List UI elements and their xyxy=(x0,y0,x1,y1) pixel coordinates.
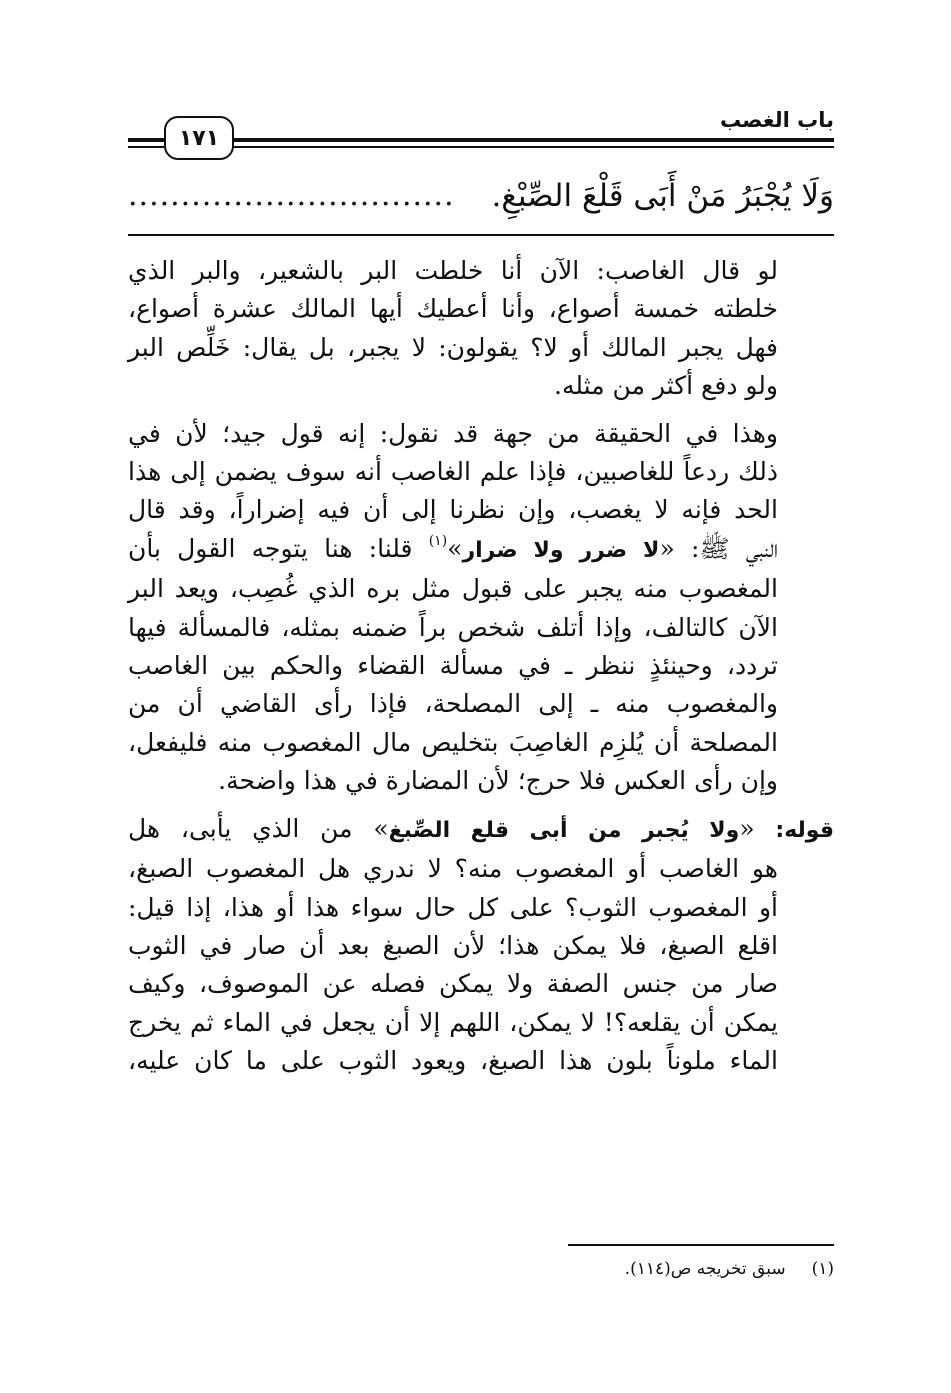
footnote-text: سبق تخريجه ص(١١٤). xyxy=(624,1259,786,1279)
text-line: يمكن أن يقلعه؟! لا يمكن، اللهم إلا أن يجعل في الماء ثم يخرج xyxy=(128,1007,778,1037)
text-line: لو قال الغاصب: الآن أنا خلطت البر بالشعير، والبر الذي xyxy=(128,256,778,285)
footnote-divider xyxy=(568,1244,834,1246)
text-line: الآن كالتالف، وإذا أتلف شخص براً ضمنه بمثله، فالمسألة فيها xyxy=(128,612,778,642)
text-line: فهل يجبر المالك أو لا؟ يقولون: لا يجبر، بل يقال: خَلِّص البر xyxy=(128,332,778,362)
quote-open: « xyxy=(739,813,776,843)
paragraph-3 xyxy=(128,810,834,1081)
text-line-hadith xyxy=(128,530,834,570)
text-line: ذلك ردعاً للغاصبين، فإذا علم الغاصب أنه سوف يضمن إلى هذا xyxy=(128,457,778,487)
footnote-number: (١) xyxy=(811,1259,834,1279)
header-rule-left-thick xyxy=(128,138,164,142)
text-line: وهذا في الحقيقة من جهة قد نقول: إنه قول جيد؛ لأن في xyxy=(128,418,778,448)
header-rule-left-thin xyxy=(128,146,164,148)
hadith-close: » xyxy=(447,533,463,563)
text-line: اقلع الصبغ، فلا يمكن هذا؛ لأن الصبغ بعد أن صار في الثوب xyxy=(128,930,778,960)
text-line: خلطته خمسة أصواع، وأنا أعطيك أيها المالك عشرة أصواع، xyxy=(128,294,778,324)
text-line: الماء ملوناً بلون هذا الصبغ، ويعود الثوب على ما كان عليه، xyxy=(128,1046,778,1076)
text-line: أو المغصوب الثوب؟ على كل حال سواء هذا أو هذا، إذا قيل: xyxy=(128,892,778,922)
text-line: ولو دفع أكثر من مثله. xyxy=(554,371,778,401)
hadith-after: قلنا: هنا يتوجه القول بأن xyxy=(128,533,429,563)
text-line: المغصوب منه يجبر على قبول مثل بره الذي غُصِب، ويعد البر xyxy=(128,574,778,604)
paragraph-1 xyxy=(128,252,834,406)
page-header xyxy=(128,100,834,162)
text-line: الحد فإنه لا يغصب، وإن نظرنا إلى أن فيه إضراراً، وقد قال xyxy=(128,495,778,525)
text-line: تردد، وحينئذٍ ننظر ـ في مسألة القضاء والحكم بين الغاصب xyxy=(128,651,778,681)
chapter-title: باب الغصب xyxy=(719,108,834,132)
matn-section xyxy=(128,170,834,232)
text-line: والمغصوب منه ـ إلى المصلحة، فإذا رأى القاضي أن من xyxy=(128,689,778,719)
hadith-text: لا ضرر ولا ضرار xyxy=(462,537,660,563)
footnote-reference: (١) xyxy=(428,532,448,549)
footnote xyxy=(625,1256,834,1282)
qawluhu-after: » من الذي يأبى، هل xyxy=(128,813,389,843)
matn-dots: ............................... xyxy=(128,178,455,213)
matn-divider xyxy=(128,234,834,236)
text-line: هو الغاصب أو المغصوب منه؟ لا ندري هل المغصوب الصبغ، xyxy=(128,854,778,884)
commentary-body xyxy=(128,252,834,1081)
page-number: ١٧١ xyxy=(164,116,234,160)
book-page xyxy=(128,100,834,1320)
quoted-matn: ولا يُجبر من أبى قلع الصِّبغ xyxy=(388,817,740,843)
text-line-qawluhu xyxy=(128,810,834,850)
text-line: صار من جنس الصفة ولا يمكن فصله عن الموصوف، وكيف xyxy=(128,969,778,999)
hadith-intro: النبي ﷺ: « xyxy=(659,533,778,563)
header-rule-thin xyxy=(232,146,834,148)
matn-text: وَلَا يُجْبَرُ مَنْ أَبَى قَلْعَ الصِّبْغِ. xyxy=(491,178,834,214)
paragraph-2 xyxy=(128,415,834,801)
text-line: المصلحة أن يُلزِم الغاصِبَ بتخليص مال المغصوب منه فليفعل، xyxy=(128,727,778,757)
qawluhu-label: قوله: xyxy=(775,817,834,843)
header-rule-thick xyxy=(232,138,834,142)
text-line: وإن رأى العكس فلا حرج؛ لأن المضارة في هذا واضحة. xyxy=(218,766,778,796)
